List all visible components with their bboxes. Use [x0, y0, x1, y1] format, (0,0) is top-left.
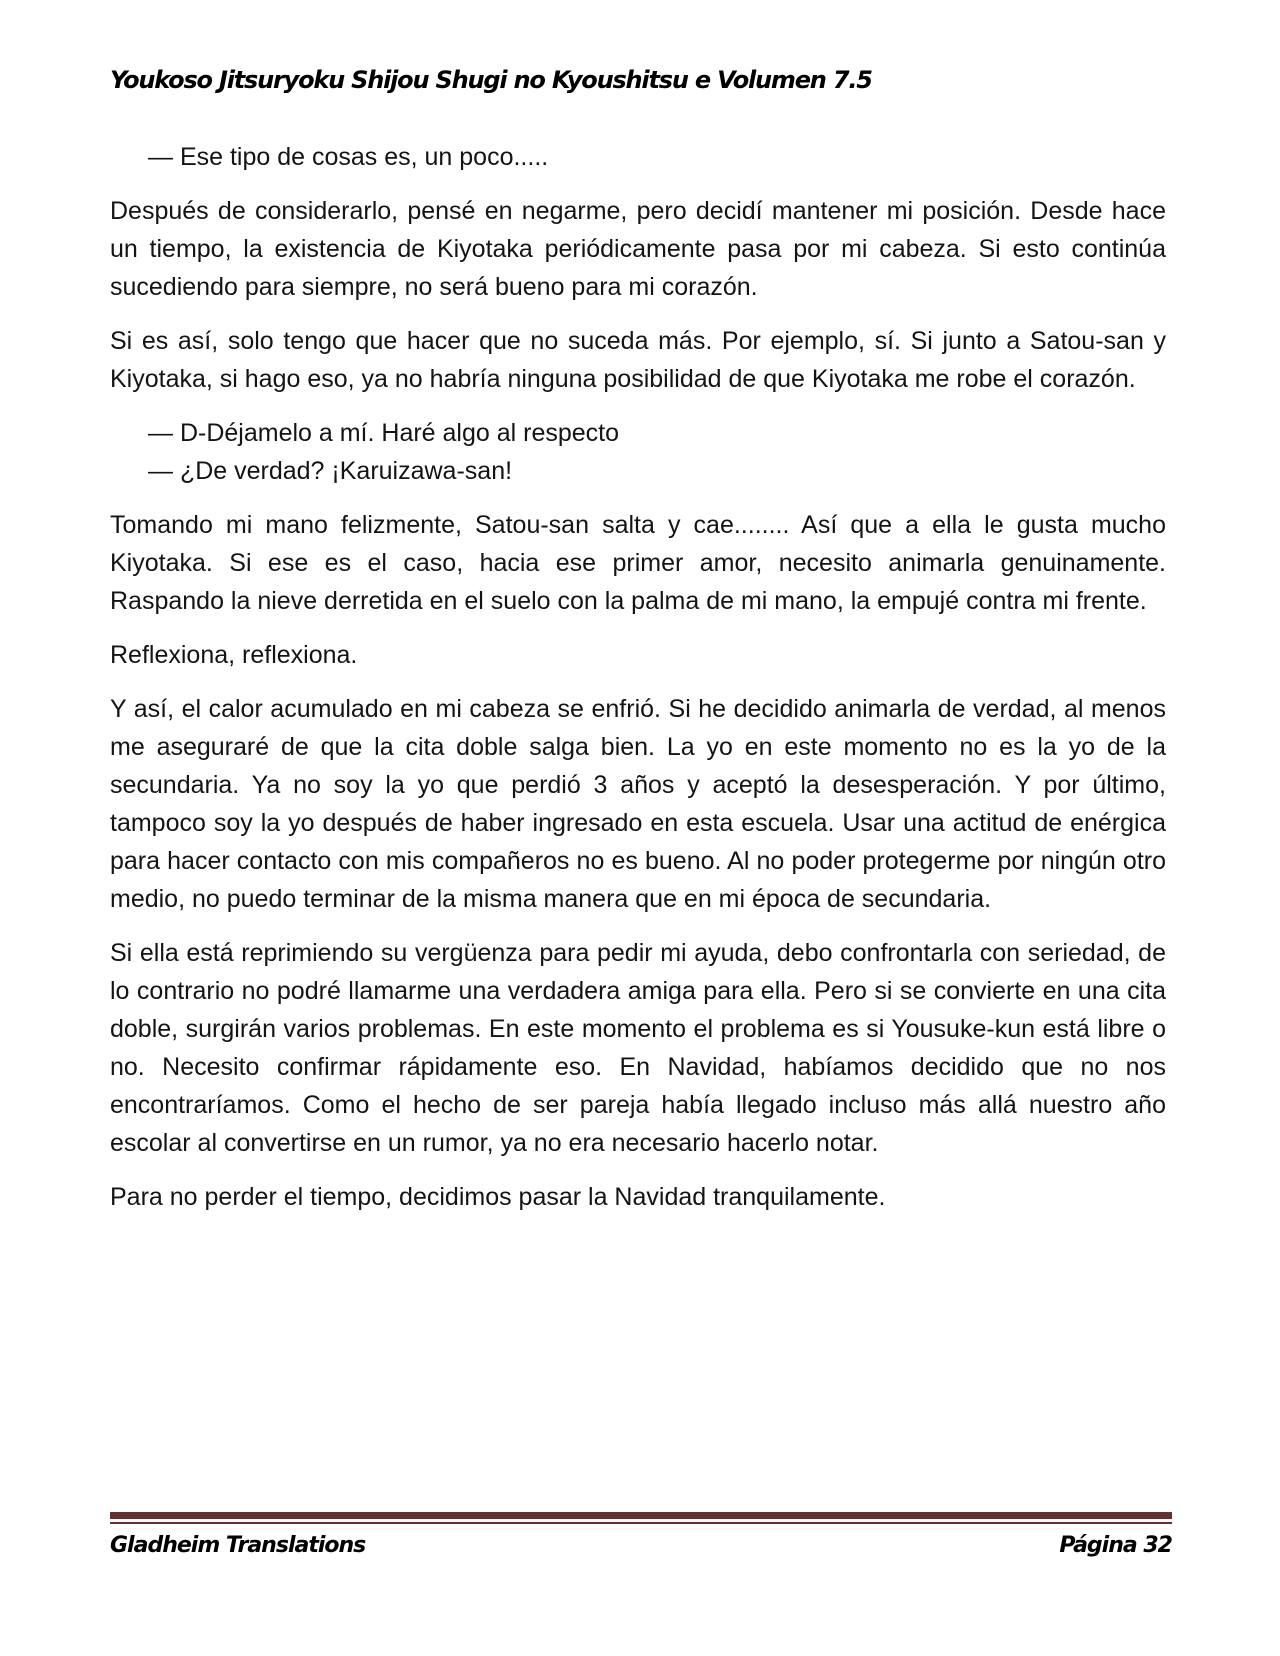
- page-header: [110, 66, 1170, 94]
- dialog-line: — D-Déjamelo a mí. Haré algo al respecto: [148, 419, 620, 447]
- body-paragraph: Y así, el calor acumulado en mi cabeza se enfrió. Si he decidido animarla de verdad, al menos me aseguraré de que la cita doble salga bien. La yo en este momento no es la yo de la secundaria. Ya no soy la yo que perdió 3 años y aceptó la desesperación. Y por último, tampoco soy la yo después de haber ingresado en esta escuela. Usar una actitud de enérgica para hacer contacto con mis compañeros no es bueno. Al no poder protegerme por ningún otro medio, no puedo terminar de la misma manera que en mi época de secundaria.: [110, 695, 1166, 913]
- footer-page-number: Página 32: [1059, 1533, 1172, 1558]
- dialog-line: — Ese tipo de cosas es, un poco.....: [148, 143, 549, 171]
- body-paragraph: Si ella está reprimiendo su vergüenza para pedir mi ayuda, debo confrontarla con seriedad, de lo contrario no podré llamarme una verdadera amiga para ella. Pero si se convierte en una cita doble, surgirán varios problemas. En este momento el problema es si Yousuke-kun está libre o no. Necesito confirmar rápidamente eso. En Navidad, habíamos decidido que no nos encontraríamos. Como el hecho de ser pareja había llegado incluso más allá nuestro año escolar al convertirse en un rumor, ya no era necesario hacerlo notar.: [110, 939, 1166, 1157]
- body-paragraph: Tomando mi mano felizmente, Satou-san salta y cae........ Así que a ella le gusta mucho Kiyotaka. Si ese es el caso, hacia ese primer amor, necesito animarla genuinamente. Raspando la nieve derretida en el suelo con la palma de mi mano, la empujé contra mi frente.: [110, 511, 1166, 615]
- dialog-paragraph: [110, 414, 1166, 490]
- footer-translator-credit: Gladheim Translations: [110, 1533, 366, 1558]
- body-paragraph: Si es así, solo tengo que hacer que no suceda más. Por ejemplo, sí. Si junto a Satou-san y Kiyotaka, si hago eso, ya no habría ninguna posibilidad de que Kiyotaka me robe el corazón.: [110, 327, 1166, 393]
- body-paragraph: Reflexiona, reflexiona.: [110, 641, 358, 669]
- dialog-line: — ¿De verdad? ¡Karuizawa-san!: [148, 457, 513, 485]
- body-paragraph: Después de considerarlo, pensé en negarme, pero decidí mantener mi posición. Desde hace un tiempo, la existencia de Kiyotaka periódicamente pasa por mi cabeza. Si esto continúa sucediendo para siempre, no será bueno para mi corazón.: [110, 197, 1166, 301]
- footer-divider: [110, 1512, 1172, 1524]
- dialog-paragraph: [110, 138, 1166, 176]
- page-footer: [110, 1533, 1172, 1558]
- body-paragraph: Para no perder el tiempo, decidimos pasar la Navidad tranquilamente.: [110, 1183, 886, 1211]
- page-title: Youkoso Jitsuryoku Shijou Shugi no Kyoushitsu e Volumen 7.5: [110, 66, 872, 94]
- document-body: [110, 138, 1166, 1232]
